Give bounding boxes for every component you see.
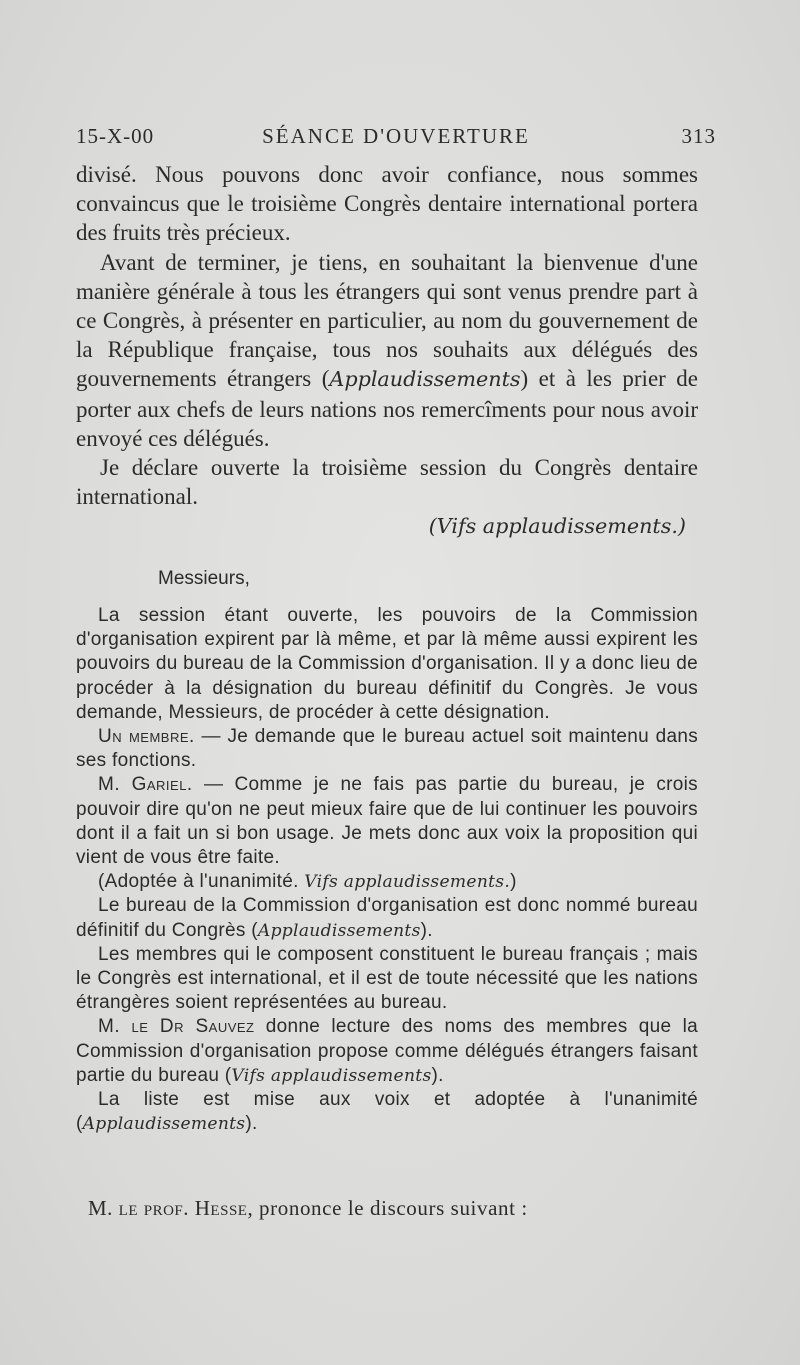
speaker-name: Un membre. (98, 726, 195, 748)
header-date: 15-X-00 (76, 124, 155, 148)
paragraph: Les membres qui le composent constituent le bureau français ; mais le Congrès est international, et il est de toute nécessité que les nations étrangères soient représentées au bureau. (76, 943, 698, 1014)
header-title: SÉANCE D'OUVERTURE (262, 124, 530, 148)
proceedings (76, 604, 698, 1136)
paragraph: Un membre. — Je demande que le bureau actuel soit maintenu dans ses fonctions. (76, 726, 699, 772)
paragraph: (Adoptée à l'unanimité. Vifs applaudissements.) (98, 871, 517, 893)
speaker-name: M. le Dr Sauvez (98, 1016, 255, 1038)
paragraph: divisé. Nous pouvons donc avoir confiance, nous sommes convaincus que le troisième Congrès dentaire international portera des fruits très précieux. (76, 162, 698, 246)
running-header (76, 124, 716, 152)
paragraph: La session étant ouverte, les pouvoirs de la Commission d'organisation expirent par là même, et par là même aussi expirent les pouvoirs du bureau de la Commission d'organisation. Il y a donc lieu de procéder à la désignation du bureau définitif du Congrès. Je vous demande, Messieurs, de procéder à cette désignation. (76, 605, 698, 723)
paragraph: Avant de terminer, je tiens, en souhaitant la bienvenue d'une manière générale à tous les étrangers qui sont venus prendre part à ce Congrès, à présenter en particulier, au nom du gouvernement de la République française, tous nos souhaits aux délégués des gouvernements étrangers (Applaudissements) et à les prier de porter aux chefs de leurs nations nos remercîments pour nous avoir envoyé ces délégués. (76, 249, 698, 451)
speaker-name: M. Gariel. (98, 774, 193, 796)
paragraph: La liste est mise aux voix et adoptée à l'unanimité (Applaudissements). (76, 1089, 698, 1135)
paragraph: M. le Dr Sauvez donne lecture des noms des membres que la Commission d'organisation propose comme délégués étrangers faisant partie du bureau (Vifs applaudissements). (76, 1016, 699, 1086)
applause-note: (Vifs applaudissements.) (428, 514, 686, 539)
opening-speech (76, 160, 698, 542)
salutation: Messieurs, (158, 568, 250, 589)
speaker-name: M. le prof. Hesse, (88, 1196, 254, 1220)
paragraph: Je déclare ouverte la troisième session du Congrès dentaire international. (76, 455, 698, 510)
paragraph: Le bureau de la Commission d'organisation est donc nommé bureau définitif du Congrès (Applaudissements). (76, 895, 698, 941)
paragraph: M. Gariel. — Comme je ne fais pas partie du bureau, je crois pouvoir dire qu'on ne peut mieux faire que de lui continuer les pouvoirs dont il a fait un si bon usage. Je mets donc aux voix la proposition qui vient de vous être faite. (76, 774, 698, 869)
page-number: 313 (681, 124, 716, 148)
closing-line: M. le prof. Hesse, prononce le discours suivant : (88, 1196, 528, 1220)
